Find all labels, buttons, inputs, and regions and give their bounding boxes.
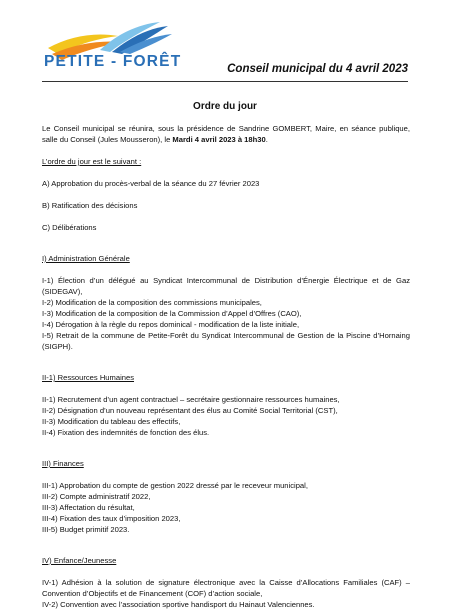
section-item: I-1) Élection d’un délégué au Syndicat Intercommunal de Distribution d’Énergie Électrique et de Gaz (SIDEGAV), (42, 276, 410, 296)
section-title: I) Administration Générale (42, 254, 130, 263)
section-item: II-3) Modification du tableau des effectifs, (42, 417, 181, 426)
section-item: I-2) Modification de la composition des commissions municipales, (42, 298, 262, 307)
section-title: III) Finances (42, 459, 84, 468)
section-item: I-4) Dérogation à la règle du repos dominical - modification de la liste initiale, (42, 320, 300, 329)
meeting-date: Mardi 4 avril 2023 à 18h30 (172, 135, 266, 144)
section-item: I-5) Retrait de la commune de Petite-Forêt du Syndicat Intercommunal de Gestion de la Piscine d’Hornaing (SIGPH). (42, 331, 410, 351)
section-item: III-1) Approbation du compte de gestion 2022 dressé par le receveur municipal, (42, 481, 308, 490)
section-item: III-2) Compte administratif 2022, (42, 492, 151, 501)
document-body (42, 123, 410, 610)
title-divider (42, 81, 408, 82)
general-item: A) Approbation du procès-verbal de la séance du 27 février 2023 (42, 179, 260, 188)
agenda-heading: Ordre du jour (193, 101, 257, 112)
intro-end: . (265, 135, 268, 144)
intro-paragraph (42, 123, 410, 145)
section-item: I-3) Modification de la composition de la Commission d’Appel d’Offres (CAO), (42, 309, 302, 318)
section-item: III-3) Affectation du résultat, (42, 503, 135, 512)
order-label: L’ordre du jour est le suivant : (42, 157, 142, 166)
logo-text: PETITE - FORÊT (44, 53, 182, 70)
section-item: II-4) Fixation des indemnités de fonction des élus. (42, 428, 210, 437)
section-title: IV) Enfance/Jeunesse (42, 556, 117, 565)
section-item: II-2) Désignation d’un nouveau représentant des élus au Comité Social Territorial (CST), (42, 406, 338, 415)
section-title: II-1) Ressources Humaines (42, 373, 135, 382)
section-item: III-5) Budget primitif 2023. (42, 525, 130, 534)
meeting-title: Conseil municipal du 4 avril 2023 (227, 63, 408, 75)
general-item: C) Délibérations (42, 223, 97, 232)
intro-text: Le Conseil municipal se réunira, sous la présidence de Sandrine GOMBERT, Maire, en séance publique, salle du Conseil (Jules Mousseron), le (42, 124, 410, 144)
general-item: B) Ratification des décisions (42, 201, 138, 210)
section-item: IV-2) Convention avec l’association sportive handisport du Hainaut Valenciennes. (42, 600, 315, 609)
section-item: III-4) Fixation des taux d’imposition 2023, (42, 514, 181, 523)
section-item: II-1) Recrutement d’un agent contractuel – secrétaire gestionnaire ressources humaines, (42, 395, 340, 404)
section-item: IV-1) Adhésion à la solution de signature électronique avec la Caisse d’Allocations Familiales (CAF) – Convention d’Objectifs et de Financement (COF) d’action sociale, (42, 578, 410, 598)
